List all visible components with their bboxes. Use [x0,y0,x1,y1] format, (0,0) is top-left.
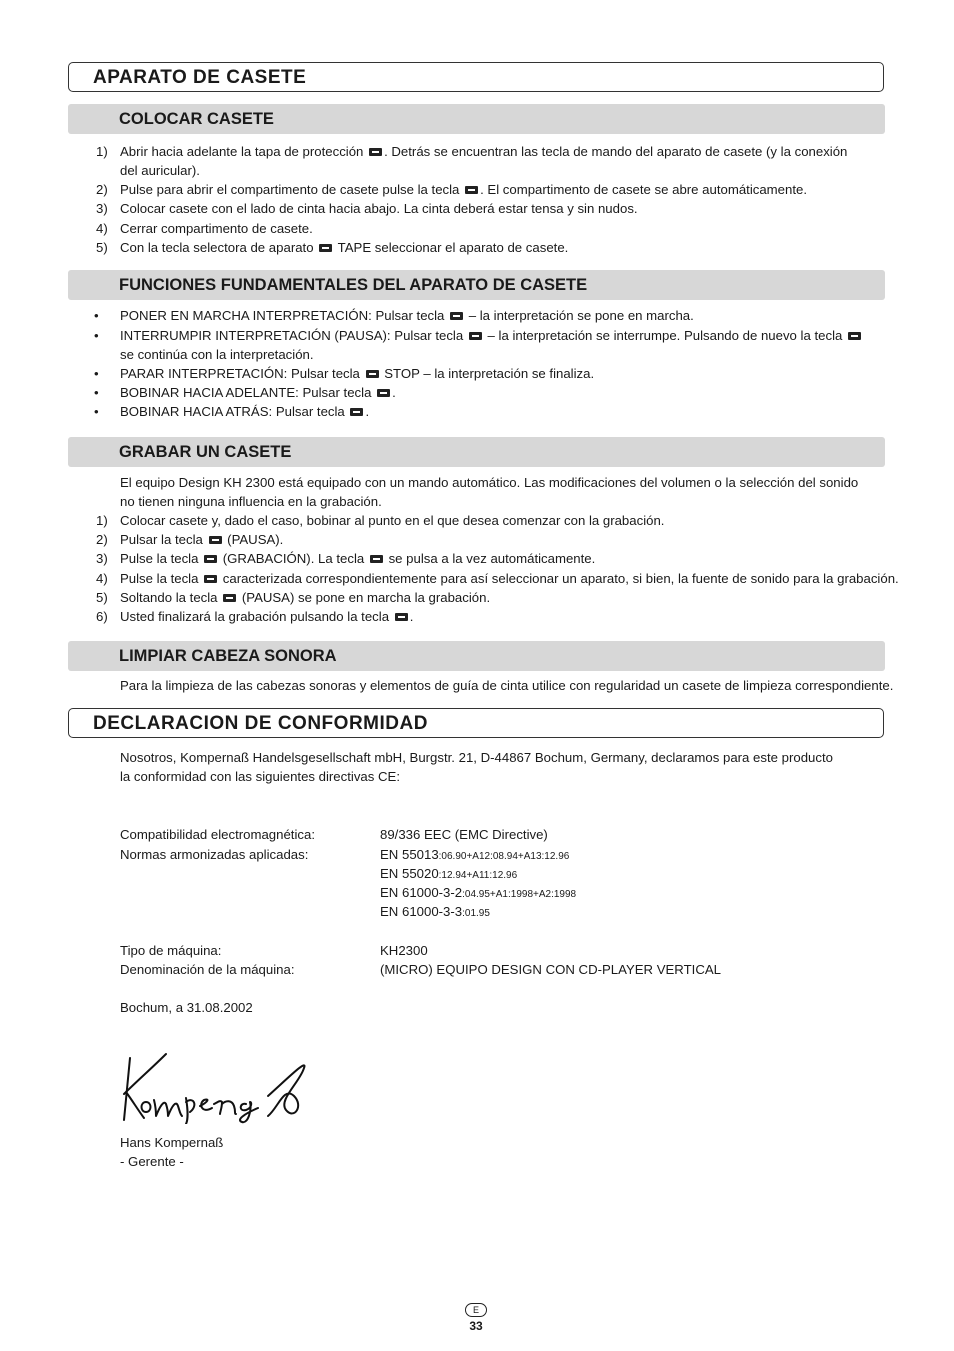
field-label: Tipo de máquina: [120,943,222,958]
field-label: Normas armonizadas aplicadas: [120,847,309,862]
list-item: BOBINAR HACIA ADELANTE: Pulsar tecla . [120,385,396,400]
key-icon [848,332,861,340]
key-icon [204,555,217,563]
key-icon [366,370,379,378]
list-item: Abrir hacia adelante la tapa de protección . Detrás se encuentran las tecla de mando del aparato de casete (y la conexión [120,144,848,159]
subsection-title-funciones: FUNCIONES FUNDAMENTALES DEL APARATO DE CASETE [68,270,885,300]
key-icon [209,536,222,544]
subsection-title-grabar: GRABAR UN CASETE [68,437,885,467]
list-item-continuation: se continúa con la interpretación. [120,347,314,362]
list-item: PONER EN MARCHA INTERPRETACIÓN: Pulsar tecla – la interpretación se pone en marcha. [120,308,694,323]
item-number: 1) [96,513,108,528]
bullet: • [94,366,99,381]
subsection-title-limpiar: LIMPIAR CABEZA SONORA [68,641,885,671]
field-value: EN 61000-3-2:04.95+A1:1998+A2:1998 [380,885,577,900]
list-item: Cerrar compartimento de casete. [120,221,313,236]
item-number: 4) [96,221,108,236]
key-icon [469,332,482,340]
key-icon [450,312,463,320]
key-icon [204,575,217,583]
list-item: Colocar casete y, dado el caso, bobinar al punto en el que desea comenzar con la grabación. [120,513,665,528]
list-item: Pulse la tecla caracterizada correspondientemente para así seleccionar un aparato, si bien, la fuente de sonido para la grabación. [120,571,899,586]
key-icon [350,408,363,416]
list-item: Soltando la tecla (PAUSA) se pone en marcha la grabación. [120,590,491,605]
field-value: EN 55020:12.94+A11:12.96 [380,866,518,881]
list-item: Con la tecla selectora de aparato TAPE seleccionar el aparato de casete. [120,240,569,255]
list-item: Pulsar la tecla (PAUSA). [120,532,284,547]
field-value: 89/336 EEC (EMC Directive) [380,827,548,842]
item-number: 5) [96,240,108,255]
bullet: • [94,328,99,343]
item-number: 2) [96,532,108,547]
subsection-title-colocar: COLOCAR CASETE [68,104,885,134]
page-number: 33 [469,1319,483,1333]
field-label: Denominación de la máquina: [120,962,295,977]
date-place: Bochum, a 31.08.2002 [120,1000,253,1015]
signer-role: - Gerente - [120,1154,184,1169]
item-number: 3) [96,201,108,216]
bullet: • [94,404,99,419]
item-number: 2) [96,182,108,197]
list-item: Colocar casete con el lado de cinta hacia abajo. La cinta deberá estar tensa y sin nudos. [120,201,638,216]
key-icon [370,555,383,563]
item-number: 4) [96,571,108,586]
list-item: Pulse la tecla (GRABACIÓN). La tecla se pulsa a la vez automáticamente. [120,551,596,566]
list-item-continuation: del auricular). [120,163,200,178]
list-item: INTERRUMPIR INTERPRETACIÓN (PAUSA): Pulsar tecla – la interpretación se interrumpe. Pulsando de nuevo la tecla [120,326,863,345]
bullet: • [94,385,99,400]
intro-text: El equipo Design KH 2300 está equipado con un mando automático. Las modificaciones del volumen o la selección del sonido [120,475,859,490]
page-footer [465,1303,487,1333]
field-value: EN 61000-3-3:01.95 [380,904,490,919]
signer-name: Hans Kompernaß [120,1135,224,1150]
field-value: (MICRO) EQUIPO DESIGN CON CD-PLAYER VERTICAL [380,962,721,977]
item-number: 6) [96,609,108,624]
key-icon [465,186,478,194]
list-item: Usted finalizará la grabación pulsando la tecla . [120,609,414,624]
key-icon [395,613,408,621]
section-title-aparato: APARATO DE CASETE [68,62,884,92]
item-number: 3) [96,551,108,566]
key-icon [369,148,382,156]
intro-text: no tienen ninguna influencia en la grabación. [120,494,382,509]
list-item: BOBINAR HACIA ATRÁS: Pulsar tecla . [120,404,370,419]
field-value: KH2300 [380,943,428,958]
key-icon [377,389,390,397]
signature-icon [118,1048,318,1127]
section-title-declaracion: DECLARACION DE CONFORMIDAD [68,708,884,738]
bullet: • [94,308,99,323]
item-number: 1) [96,144,108,159]
list-item: PARAR INTERPRETACIÓN: Pulsar tecla STOP – la interpretación se finaliza. [120,366,595,381]
field-value: EN 55013:06.90+A12:08.94+A13:12.96 [380,847,570,862]
limpiar-text: Para la limpieza de las cabezas sonoras y elementos de guía de cinta utilice con regularidad un casete de limpieza correspondiente. [120,678,894,693]
declaration-text: Nosotros, Kompernaß Handelsgesellschaft mbH, Burgstr. 21, D-44867 Bochum, Germany, declaramos para este producto [120,750,833,765]
item-number: 5) [96,590,108,605]
language-badge: E [465,1303,487,1317]
key-icon [319,244,332,252]
field-label: Compatibilidad electromagnética: [120,827,315,842]
key-icon [223,594,236,602]
list-item: Pulse para abrir el compartimento de casete pulse la tecla . El compartimento de casete se abre automáticamente. [120,182,808,197]
declaration-text: la conformidad con las siguientes directivas CE: [120,769,401,784]
